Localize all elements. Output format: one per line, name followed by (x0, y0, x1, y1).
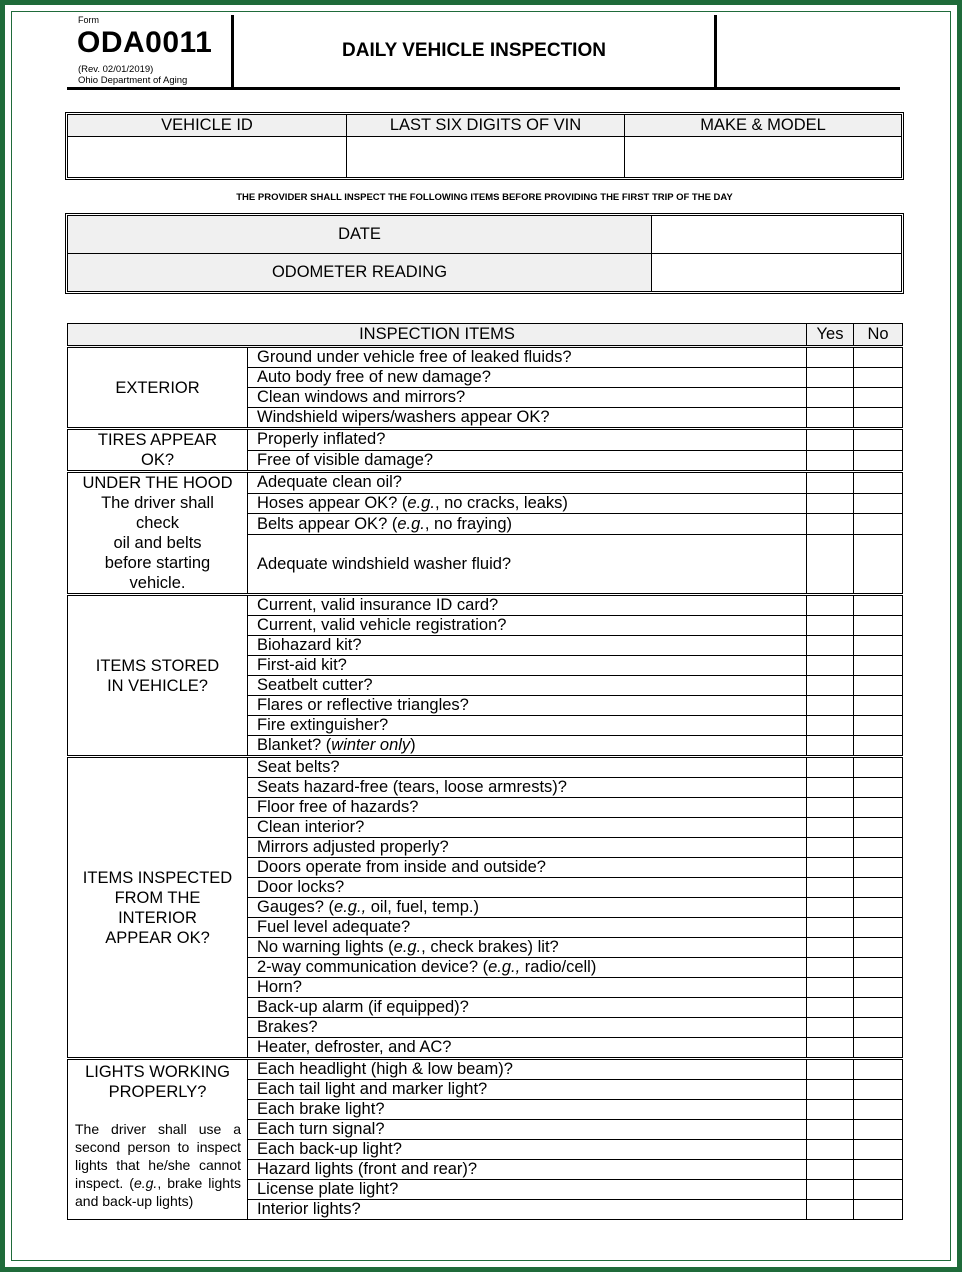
category-interior: ITEMS INSPECTED FROM THE INTERIOR APPEAR OK? (68, 757, 248, 1059)
yes-checkbox[interactable] (807, 798, 854, 818)
no-checkbox[interactable] (854, 368, 903, 388)
no-checkbox[interactable] (854, 429, 903, 451)
header-rule (67, 87, 900, 90)
yes-checkbox[interactable] (807, 878, 854, 898)
category-tires: TIRES APPEAR OK? (68, 429, 248, 472)
yes-checkbox[interactable] (807, 1160, 854, 1180)
no-checkbox[interactable] (854, 1200, 903, 1220)
inspection-item: Seatbelt cutter? (248, 676, 807, 696)
yes-checkbox[interactable] (807, 347, 854, 368)
yes-checkbox[interactable] (807, 978, 854, 998)
no-checkbox[interactable] (854, 493, 903, 514)
yes-checkbox[interactable] (807, 898, 854, 918)
no-checkbox[interactable] (854, 1140, 903, 1160)
yes-checkbox[interactable] (807, 838, 854, 858)
no-checkbox[interactable] (854, 388, 903, 408)
no-checkbox[interactable] (854, 878, 903, 898)
yes-checkbox[interactable] (807, 938, 854, 958)
no-checkbox[interactable] (854, 838, 903, 858)
vin-header: LAST SIX DIGITS OF VIN (347, 115, 625, 137)
inspection-item: Windshield wipers/washers appear OK? (248, 408, 807, 429)
category-under-the-hood: UNDER THE HOOD The driver shall check oil and belts before starting vehicle. (68, 472, 248, 595)
yes-checkbox[interactable] (807, 1200, 854, 1220)
yes-checkbox[interactable] (807, 1059, 854, 1080)
no-checkbox[interactable] (854, 978, 903, 998)
vin-field[interactable] (347, 137, 625, 178)
no-checkbox[interactable] (854, 408, 903, 429)
no-checkbox[interactable] (854, 736, 903, 757)
yes-checkbox[interactable] (807, 918, 854, 938)
no-checkbox[interactable] (854, 656, 903, 676)
inspection-item: Floor free of hazards? (248, 798, 807, 818)
inspection-item: Brakes? (248, 1018, 807, 1038)
inspection-item: Auto body free of new damage? (248, 368, 807, 388)
yes-checkbox[interactable] (807, 736, 854, 757)
no-header: No (854, 324, 903, 347)
category-lights: LIGHTS WORKING PROPERLY? The driver shall use a second person to inspect lights that he/she cannot inspect. (e.g., brake lights and back-up lights) (68, 1059, 248, 1220)
no-checkbox[interactable] (854, 918, 903, 938)
inspection-item: Each turn signal? (248, 1120, 807, 1140)
inspection-item: Fuel level adequate? (248, 918, 807, 938)
no-checkbox[interactable] (854, 938, 903, 958)
yes-checkbox[interactable] (807, 818, 854, 838)
yes-checkbox[interactable] (807, 535, 854, 595)
no-checkbox[interactable] (854, 858, 903, 878)
inspection-item: Clean windows and mirrors? (248, 388, 807, 408)
make-model-field[interactable] (625, 137, 902, 178)
date-odometer-table (67, 215, 902, 292)
yes-checkbox[interactable] (807, 514, 854, 535)
inspection-item: Each headlight (high & low beam)? (248, 1059, 807, 1080)
date-label: DATE (68, 216, 652, 254)
no-checkbox[interactable] (854, 347, 903, 368)
no-checkbox[interactable] (854, 535, 903, 595)
yes-checkbox[interactable] (807, 757, 854, 778)
yes-checkbox[interactable] (807, 388, 854, 408)
no-checkbox[interactable] (854, 998, 903, 1018)
inspection-item: Belts appear OK? (e.g., no fraying) (248, 514, 807, 535)
no-checkbox[interactable] (854, 778, 903, 798)
page-title: DAILY VEHICLE INSPECTION (342, 40, 606, 61)
yes-checkbox[interactable] (807, 716, 854, 736)
inspection-item: Mirrors adjusted properly? (248, 838, 807, 858)
inspection-item: Hazard lights (front and rear)? (248, 1160, 807, 1180)
inspection-item: Door locks? (248, 878, 807, 898)
inspection-item: Each brake light? (248, 1100, 807, 1120)
no-checkbox[interactable] (854, 1080, 903, 1100)
yes-checkbox[interactable] (807, 958, 854, 978)
inspection-table (67, 323, 903, 1220)
inspection-item: Biohazard kit? (248, 636, 807, 656)
no-checkbox[interactable] (854, 798, 903, 818)
vehicle-id-header: VEHICLE ID (68, 115, 347, 137)
yes-checkbox[interactable] (807, 1038, 854, 1059)
yes-checkbox[interactable] (807, 1018, 854, 1038)
no-checkbox[interactable] (854, 818, 903, 838)
inspection-item: Flares or reflective triangles? (248, 696, 807, 716)
yes-checkbox[interactable] (807, 429, 854, 451)
inspection-item: Free of visible damage? (248, 450, 807, 472)
no-checkbox[interactable] (854, 958, 903, 978)
inspection-item: Back-up alarm (if equipped)? (248, 998, 807, 1018)
no-checkbox[interactable] (854, 472, 903, 494)
no-checkbox[interactable] (854, 1059, 903, 1080)
yes-checkbox[interactable] (807, 656, 854, 676)
yes-checkbox[interactable] (807, 1080, 854, 1100)
yes-checkbox[interactable] (807, 636, 854, 656)
no-checkbox[interactable] (854, 636, 903, 656)
header-divider (714, 15, 717, 88)
yes-checkbox[interactable] (807, 493, 854, 514)
yes-checkbox[interactable] (807, 676, 854, 696)
inspection-item: Ground under vehicle free of leaked fluids? (248, 347, 807, 368)
no-checkbox[interactable] (854, 676, 903, 696)
no-checkbox[interactable] (854, 757, 903, 778)
inspection-item: No warning lights (e.g., check brakes) lit? (248, 938, 807, 958)
yes-checkbox[interactable] (807, 472, 854, 494)
no-checkbox[interactable] (854, 716, 903, 736)
yes-checkbox[interactable] (807, 368, 854, 388)
yes-checkbox[interactable] (807, 595, 854, 616)
inspection-item: Properly inflated? (248, 429, 807, 451)
no-checkbox[interactable] (854, 514, 903, 535)
yes-checkbox[interactable] (807, 1100, 854, 1120)
yes-checkbox[interactable] (807, 998, 854, 1018)
no-checkbox[interactable] (854, 1180, 903, 1200)
inspection-item: License plate light? (248, 1180, 807, 1200)
form-revision: (Rev. 02/01/2019) (78, 64, 154, 75)
form-code: ODA0011 (77, 26, 213, 59)
no-checkbox[interactable] (854, 1100, 903, 1120)
inspection-item: 2-way communication device? (e.g., radio/cell) (248, 958, 807, 978)
no-checkbox[interactable] (854, 1120, 903, 1140)
inspection-item: Heater, defroster, and AC? (248, 1038, 807, 1059)
inspection-item: Clean interior? (248, 818, 807, 838)
inspection-item: Current, valid insurance ID card? (248, 595, 807, 616)
yes-checkbox[interactable] (807, 616, 854, 636)
form-label: Form (78, 15, 99, 25)
vehicle-table (67, 114, 902, 178)
category-exterior: EXTERIOR (68, 347, 248, 429)
yes-checkbox[interactable] (807, 858, 854, 878)
yes-checkbox[interactable] (807, 1180, 854, 1200)
department-name: Ohio Department of Aging (78, 75, 188, 86)
no-checkbox[interactable] (854, 696, 903, 716)
inspection-items-header: INSPECTION ITEMS (68, 324, 807, 347)
yes-checkbox[interactable] (807, 1120, 854, 1140)
inspection-item: Adequate clean oil? (248, 472, 807, 494)
inspection-item: Hoses appear OK? (e.g., no cracks, leaks) (248, 493, 807, 514)
yes-checkbox[interactable] (807, 696, 854, 716)
no-checkbox[interactable] (854, 898, 903, 918)
no-checkbox[interactable] (854, 616, 903, 636)
lights-note: The driver shall use a second person to inspect lights that he/she cannot inspect. (e.g., brake lights and back-up lights) (75, 1121, 241, 1209)
yes-header: Yes (807, 324, 854, 347)
no-checkbox[interactable] (854, 595, 903, 616)
make-model-header: MAKE & MODEL (625, 115, 902, 137)
yes-checkbox[interactable] (807, 1140, 854, 1160)
inspection-item: Seats hazard-free (tears, loose armrests)? (248, 778, 807, 798)
no-checkbox[interactable] (854, 1160, 903, 1180)
inspection-item: Blanket? (winter only) (248, 736, 807, 757)
inspection-item: Fire extinguisher? (248, 716, 807, 736)
inspection-item: Each back-up light? (248, 1140, 807, 1160)
yes-checkbox[interactable] (807, 778, 854, 798)
inspection-item: First-aid kit? (248, 656, 807, 676)
category-items-stored: ITEMS STORED IN VEHICLE? (68, 595, 248, 757)
inspection-item: Seat belts? (248, 757, 807, 778)
odometer-field[interactable] (652, 254, 902, 292)
no-checkbox[interactable] (854, 450, 903, 472)
inspection-item: Interior lights? (248, 1200, 807, 1220)
date-field[interactable] (652, 216, 902, 254)
no-checkbox[interactable] (854, 1018, 903, 1038)
inspection-item: Current, valid vehicle registration? (248, 616, 807, 636)
inspection-item: Gauges? (e.g., oil, fuel, temp.) (248, 898, 807, 918)
vehicle-id-field[interactable] (68, 137, 347, 178)
no-checkbox[interactable] (854, 1038, 903, 1059)
yes-checkbox[interactable] (807, 450, 854, 472)
inspection-item: Doors operate from inside and outside? (248, 858, 807, 878)
provider-notice: THE PROVIDER SHALL INSPECT THE FOLLOWING ITEMS BEFORE PROVIDING THE FIRST TRIP OF THE DAY (236, 192, 733, 203)
inspection-item: Adequate windshield washer fluid? (248, 535, 807, 595)
inspection-item: Each tail light and marker light? (248, 1080, 807, 1100)
inspection-item: Horn? (248, 978, 807, 998)
odometer-label: ODOMETER READING (68, 254, 652, 292)
yes-checkbox[interactable] (807, 408, 854, 429)
